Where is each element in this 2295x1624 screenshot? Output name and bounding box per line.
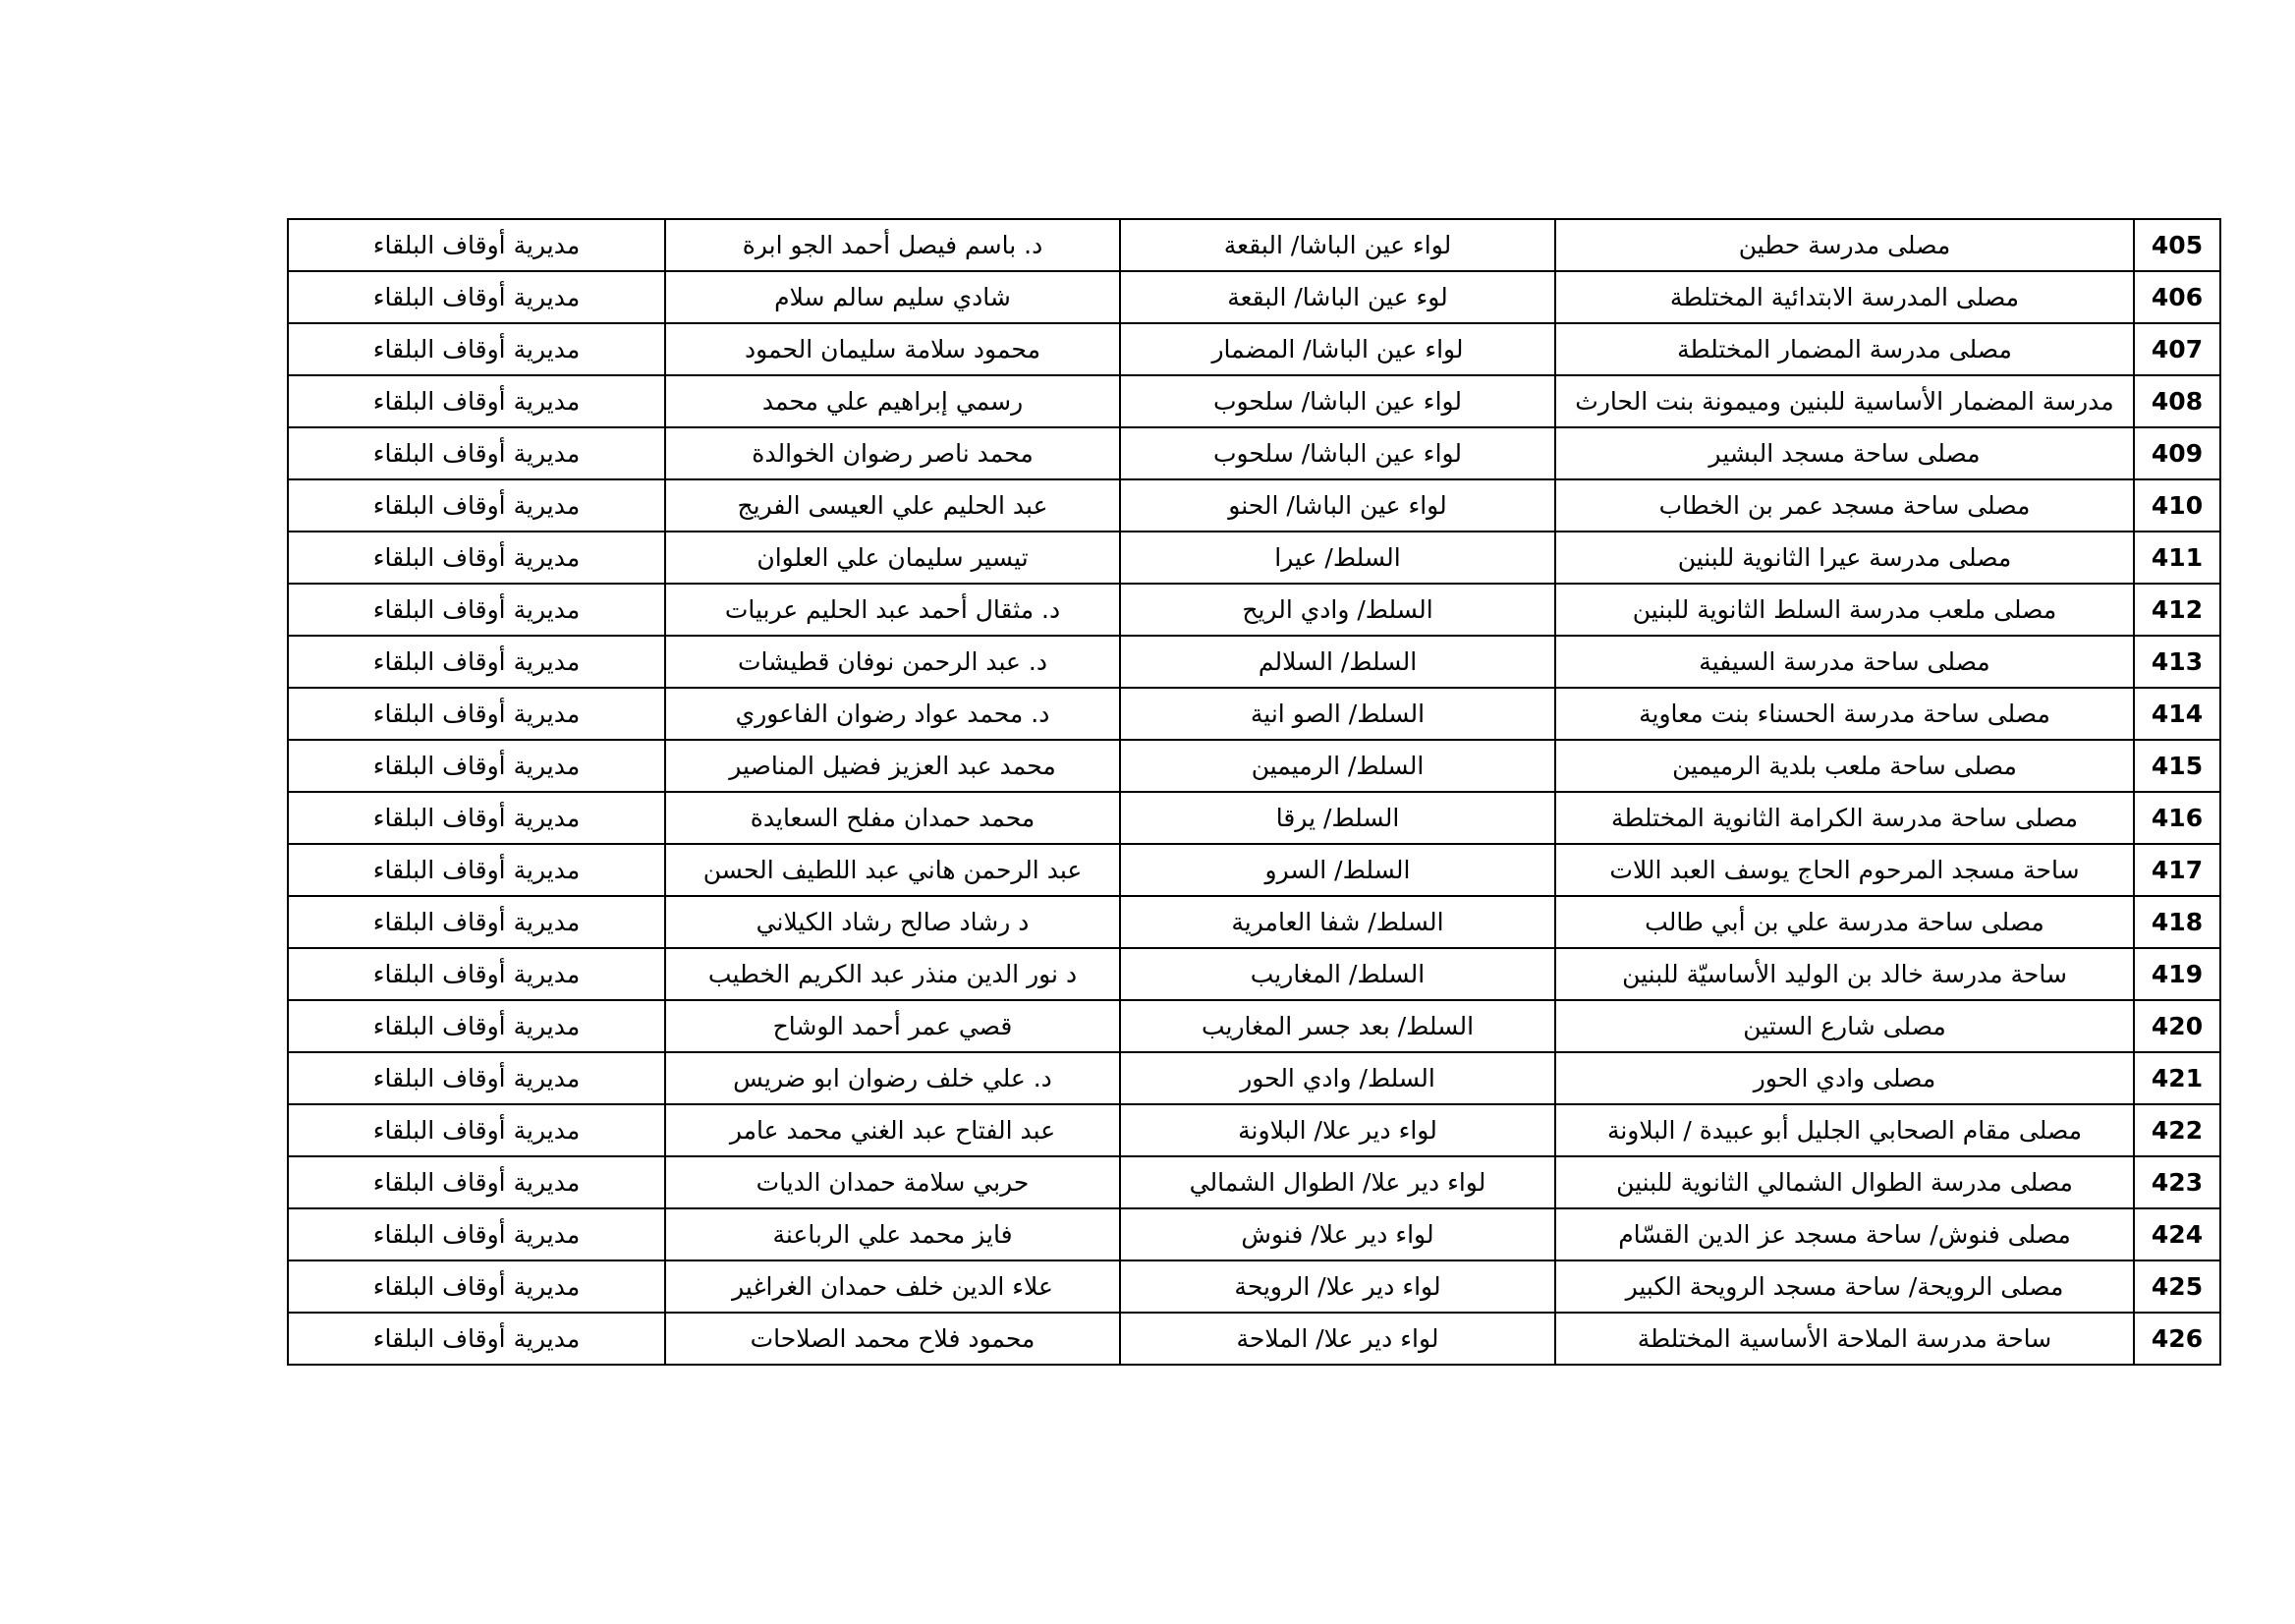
directorate-cell: مديرية أوقاف البلقاء xyxy=(288,740,665,792)
table-row xyxy=(288,1000,2220,1052)
prayer-place-cell: مصلى ساحة مدرسة علي بن أبي طالب xyxy=(1555,896,2134,948)
prayer-place-cell: مصلى مدرسة الطوال الشمالي الثانوية للبنين xyxy=(1555,1156,2134,1208)
row-number-cell: 410 xyxy=(2134,479,2220,532)
area-cell: لواء عين الباشا/ سلحوب xyxy=(1120,375,1555,427)
area-cell: لواء عين الباشا/ المضمار xyxy=(1120,323,1555,375)
table-row xyxy=(288,1313,2220,1365)
area-cell: السلط/ المغاريب xyxy=(1120,948,1555,1000)
preacher-name-cell: محمود سلامة سليمان الحمود xyxy=(665,323,1120,375)
area-cell: لواء عين الباشا/ البقعة xyxy=(1120,219,1555,271)
table-row xyxy=(288,1052,2220,1104)
directorate-cell: مديرية أوقاف البلقاء xyxy=(288,792,665,844)
table-row xyxy=(288,792,2220,844)
table-row xyxy=(288,688,2220,740)
prayer-place-cell: مصلى الرويحة/ ساحة مسجد الرويحة الكبير xyxy=(1555,1260,2134,1313)
preacher-name-cell: د. علي خلف رضوان ابو ضريس xyxy=(665,1052,1120,1104)
preacher-name-cell: حربي سلامة حمدان الديات xyxy=(665,1156,1120,1208)
preacher-name-cell: د. محمد عواد رضوان الفاعوري xyxy=(665,688,1120,740)
row-number-cell: 406 xyxy=(2134,271,2220,323)
row-number-cell: 405 xyxy=(2134,219,2220,271)
directorate-cell: مديرية أوقاف البلقاء xyxy=(288,479,665,532)
prayer-places-table xyxy=(287,218,2221,1366)
prayer-place-cell: مصلى مدرسة حطين xyxy=(1555,219,2134,271)
area-cell: السلط/ الرميمين xyxy=(1120,740,1555,792)
table-row xyxy=(288,1208,2220,1260)
preacher-name-cell: عبد الحليم علي العيسى الفريج xyxy=(665,479,1120,532)
row-number-cell: 417 xyxy=(2134,844,2220,896)
row-number-cell: 418 xyxy=(2134,896,2220,948)
table-row xyxy=(288,948,2220,1000)
area-cell: لواء دير علا/ الطوال الشمالي xyxy=(1120,1156,1555,1208)
preacher-name-cell: د. عبد الرحمن نوفان قطيشات xyxy=(665,636,1120,688)
prayer-place-cell: مصلى ساحة مسجد عمر بن الخطاب xyxy=(1555,479,2134,532)
table-row xyxy=(288,844,2220,896)
prayer-place-cell: مصلى فنوش/ ساحة مسجد عز الدين القسّام xyxy=(1555,1208,2134,1260)
preacher-name-cell: د. مثقال أحمد عبد الحليم عربيات xyxy=(665,584,1120,636)
row-number-cell: 426 xyxy=(2134,1313,2220,1365)
table-row xyxy=(288,375,2220,427)
area-cell: لواء عين الباشا/ سلحوب xyxy=(1120,427,1555,479)
row-number-cell: 412 xyxy=(2134,584,2220,636)
prayer-place-cell: مصلى ملعب مدرسة السلط الثانوية للبنين xyxy=(1555,584,2134,636)
preacher-name-cell: شادي سليم سالم سلام xyxy=(665,271,1120,323)
row-number-cell: 408 xyxy=(2134,375,2220,427)
table-row xyxy=(288,584,2220,636)
preacher-name-cell: محمد عبد العزيز فضيل المناصير xyxy=(665,740,1120,792)
table-row xyxy=(288,1260,2220,1313)
directorate-cell: مديرية أوقاف البلقاء xyxy=(288,1104,665,1156)
area-cell: السلط/ عيرا xyxy=(1120,532,1555,584)
directorate-cell: مديرية أوقاف البلقاء xyxy=(288,375,665,427)
prayer-place-cell: مصلى مدرسة عيرا الثانوية للبنين xyxy=(1555,532,2134,584)
area-cell: لواء دير علا/ الرويحة xyxy=(1120,1260,1555,1313)
directorate-cell: مديرية أوقاف البلقاء xyxy=(288,427,665,479)
area-cell: لواء دير علا/ الملاحة xyxy=(1120,1313,1555,1365)
prayer-place-cell: مصلى وادي الحور xyxy=(1555,1052,2134,1104)
row-number-cell: 416 xyxy=(2134,792,2220,844)
table-row xyxy=(288,479,2220,532)
table-body xyxy=(288,219,2220,1365)
directorate-cell: مديرية أوقاف البلقاء xyxy=(288,636,665,688)
prayer-place-cell: مصلى ساحة مدرسة الكرامة الثانوية المختلطة xyxy=(1555,792,2134,844)
prayer-place-cell: ساحة مدرسة خالد بن الوليد الأساسيّة للبنين xyxy=(1555,948,2134,1000)
area-cell: السلط/ وادي الحور xyxy=(1120,1052,1555,1104)
directorate-cell: مديرية أوقاف البلقاء xyxy=(288,323,665,375)
table-row xyxy=(288,636,2220,688)
area-cell: السلط/ وادي الريح xyxy=(1120,584,1555,636)
table-row xyxy=(288,740,2220,792)
row-number-cell: 424 xyxy=(2134,1208,2220,1260)
row-number-cell: 419 xyxy=(2134,948,2220,1000)
directorate-cell: مديرية أوقاف البلقاء xyxy=(288,688,665,740)
preacher-name-cell: علاء الدين خلف حمدان الغراغير xyxy=(665,1260,1120,1313)
directorate-cell: مديرية أوقاف البلقاء xyxy=(288,1156,665,1208)
area-cell: السلط/ شفا العامرية xyxy=(1120,896,1555,948)
area-cell: لواء عين الباشا/ الحنو xyxy=(1120,479,1555,532)
area-cell: السلط/ يرقا xyxy=(1120,792,1555,844)
table-row xyxy=(288,1104,2220,1156)
row-number-cell: 411 xyxy=(2134,532,2220,584)
directorate-cell: مديرية أوقاف البلقاء xyxy=(288,844,665,896)
table-row xyxy=(288,427,2220,479)
prayer-place-cell: ساحة مدرسة الملاحة الأساسية المختلطة xyxy=(1555,1313,2134,1365)
preacher-name-cell: محمد ناصر رضوان الخوالدة xyxy=(665,427,1120,479)
preacher-name-cell: محمود فلاح محمد الصلاحات xyxy=(665,1313,1120,1365)
table-row xyxy=(288,271,2220,323)
prayer-place-cell: مصلى ساحة مدرسة الحسناء بنت معاوية xyxy=(1555,688,2134,740)
area-cell: السلط/ الصو انية xyxy=(1120,688,1555,740)
directorate-cell: مديرية أوقاف البلقاء xyxy=(288,896,665,948)
preacher-name-cell: قصي عمر أحمد الوشاح xyxy=(665,1000,1120,1052)
table-row xyxy=(288,219,2220,271)
table-row xyxy=(288,532,2220,584)
area-cell: السلط/ بعد جسر المغاريب xyxy=(1120,1000,1555,1052)
directorate-cell: مديرية أوقاف البلقاء xyxy=(288,271,665,323)
table-row xyxy=(288,1156,2220,1208)
preacher-name-cell: د. باسم فيصل أحمد الجو ابرة xyxy=(665,219,1120,271)
prayer-place-cell: ساحة مسجد المرحوم الحاج يوسف العبد اللات xyxy=(1555,844,2134,896)
row-number-cell: 407 xyxy=(2134,323,2220,375)
area-cell: لوء عين الباشا/ البقعة xyxy=(1120,271,1555,323)
table-row xyxy=(288,323,2220,375)
row-number-cell: 415 xyxy=(2134,740,2220,792)
prayer-place-cell: مصلى مدرسة المضمار المختلطة xyxy=(1555,323,2134,375)
directorate-cell: مديرية أوقاف البلقاء xyxy=(288,532,665,584)
directorate-cell: مديرية أوقاف البلقاء xyxy=(288,1052,665,1104)
preacher-name-cell: د رشاد صالح رشاد الكيلاني xyxy=(665,896,1120,948)
row-number-cell: 421 xyxy=(2134,1052,2220,1104)
row-number-cell: 423 xyxy=(2134,1156,2220,1208)
directorate-cell: مديرية أوقاف البلقاء xyxy=(288,1208,665,1260)
area-cell: السلط/ السرو xyxy=(1120,844,1555,896)
preacher-name-cell: رسمي إبراهيم علي محمد xyxy=(665,375,1120,427)
directorate-cell: مديرية أوقاف البلقاء xyxy=(288,1000,665,1052)
row-number-cell: 422 xyxy=(2134,1104,2220,1156)
preacher-name-cell: فايز محمد علي الرباعنة xyxy=(665,1208,1120,1260)
prayer-place-cell: مصلى ساحة مسجد البشير xyxy=(1555,427,2134,479)
area-cell: السلط/ السلالم xyxy=(1120,636,1555,688)
row-number-cell: 414 xyxy=(2134,688,2220,740)
preacher-name-cell: عبد الرحمن هاني عبد اللطيف الحسن xyxy=(665,844,1120,896)
prayer-place-cell: مصلى ساحة ملعب بلدية الرميمين xyxy=(1555,740,2134,792)
area-cell: لواء دير علا/ فنوش xyxy=(1120,1208,1555,1260)
directorate-cell: مديرية أوقاف البلقاء xyxy=(288,584,665,636)
row-number-cell: 409 xyxy=(2134,427,2220,479)
directorate-cell: مديرية أوقاف البلقاء xyxy=(288,1260,665,1313)
directorate-cell: مديرية أوقاف البلقاء xyxy=(288,1313,665,1365)
preacher-name-cell: محمد حمدان مفلح السعايدة xyxy=(665,792,1120,844)
prayer-place-cell: مصلى المدرسة الابتدائية المختلطة xyxy=(1555,271,2134,323)
row-number-cell: 425 xyxy=(2134,1260,2220,1313)
prayer-place-cell: مصلى مقام الصحابي الجليل أبو عبيدة / البلاونة xyxy=(1555,1104,2134,1156)
prayer-place-cell: مدرسة المضمار الأساسية للبنين وميمونة بنت الحارث xyxy=(1555,375,2134,427)
preacher-name-cell: عبد الفتاح عبد الغني محمد عامر xyxy=(665,1104,1120,1156)
table-row xyxy=(288,896,2220,948)
area-cell: لواء دير علا/ البلاونة xyxy=(1120,1104,1555,1156)
preacher-name-cell: تيسير سليمان علي العلوان xyxy=(665,532,1120,584)
prayer-place-cell: مصلى شارع الستين xyxy=(1555,1000,2134,1052)
prayer-place-cell: مصلى ساحة مدرسة السيفية xyxy=(1555,636,2134,688)
row-number-cell: 420 xyxy=(2134,1000,2220,1052)
preacher-name-cell: د نور الدين منذر عبد الكريم الخطيب xyxy=(665,948,1120,1000)
directorate-cell: مديرية أوقاف البلقاء xyxy=(288,219,665,271)
row-number-cell: 413 xyxy=(2134,636,2220,688)
directorate-cell: مديرية أوقاف البلقاء xyxy=(288,948,665,1000)
